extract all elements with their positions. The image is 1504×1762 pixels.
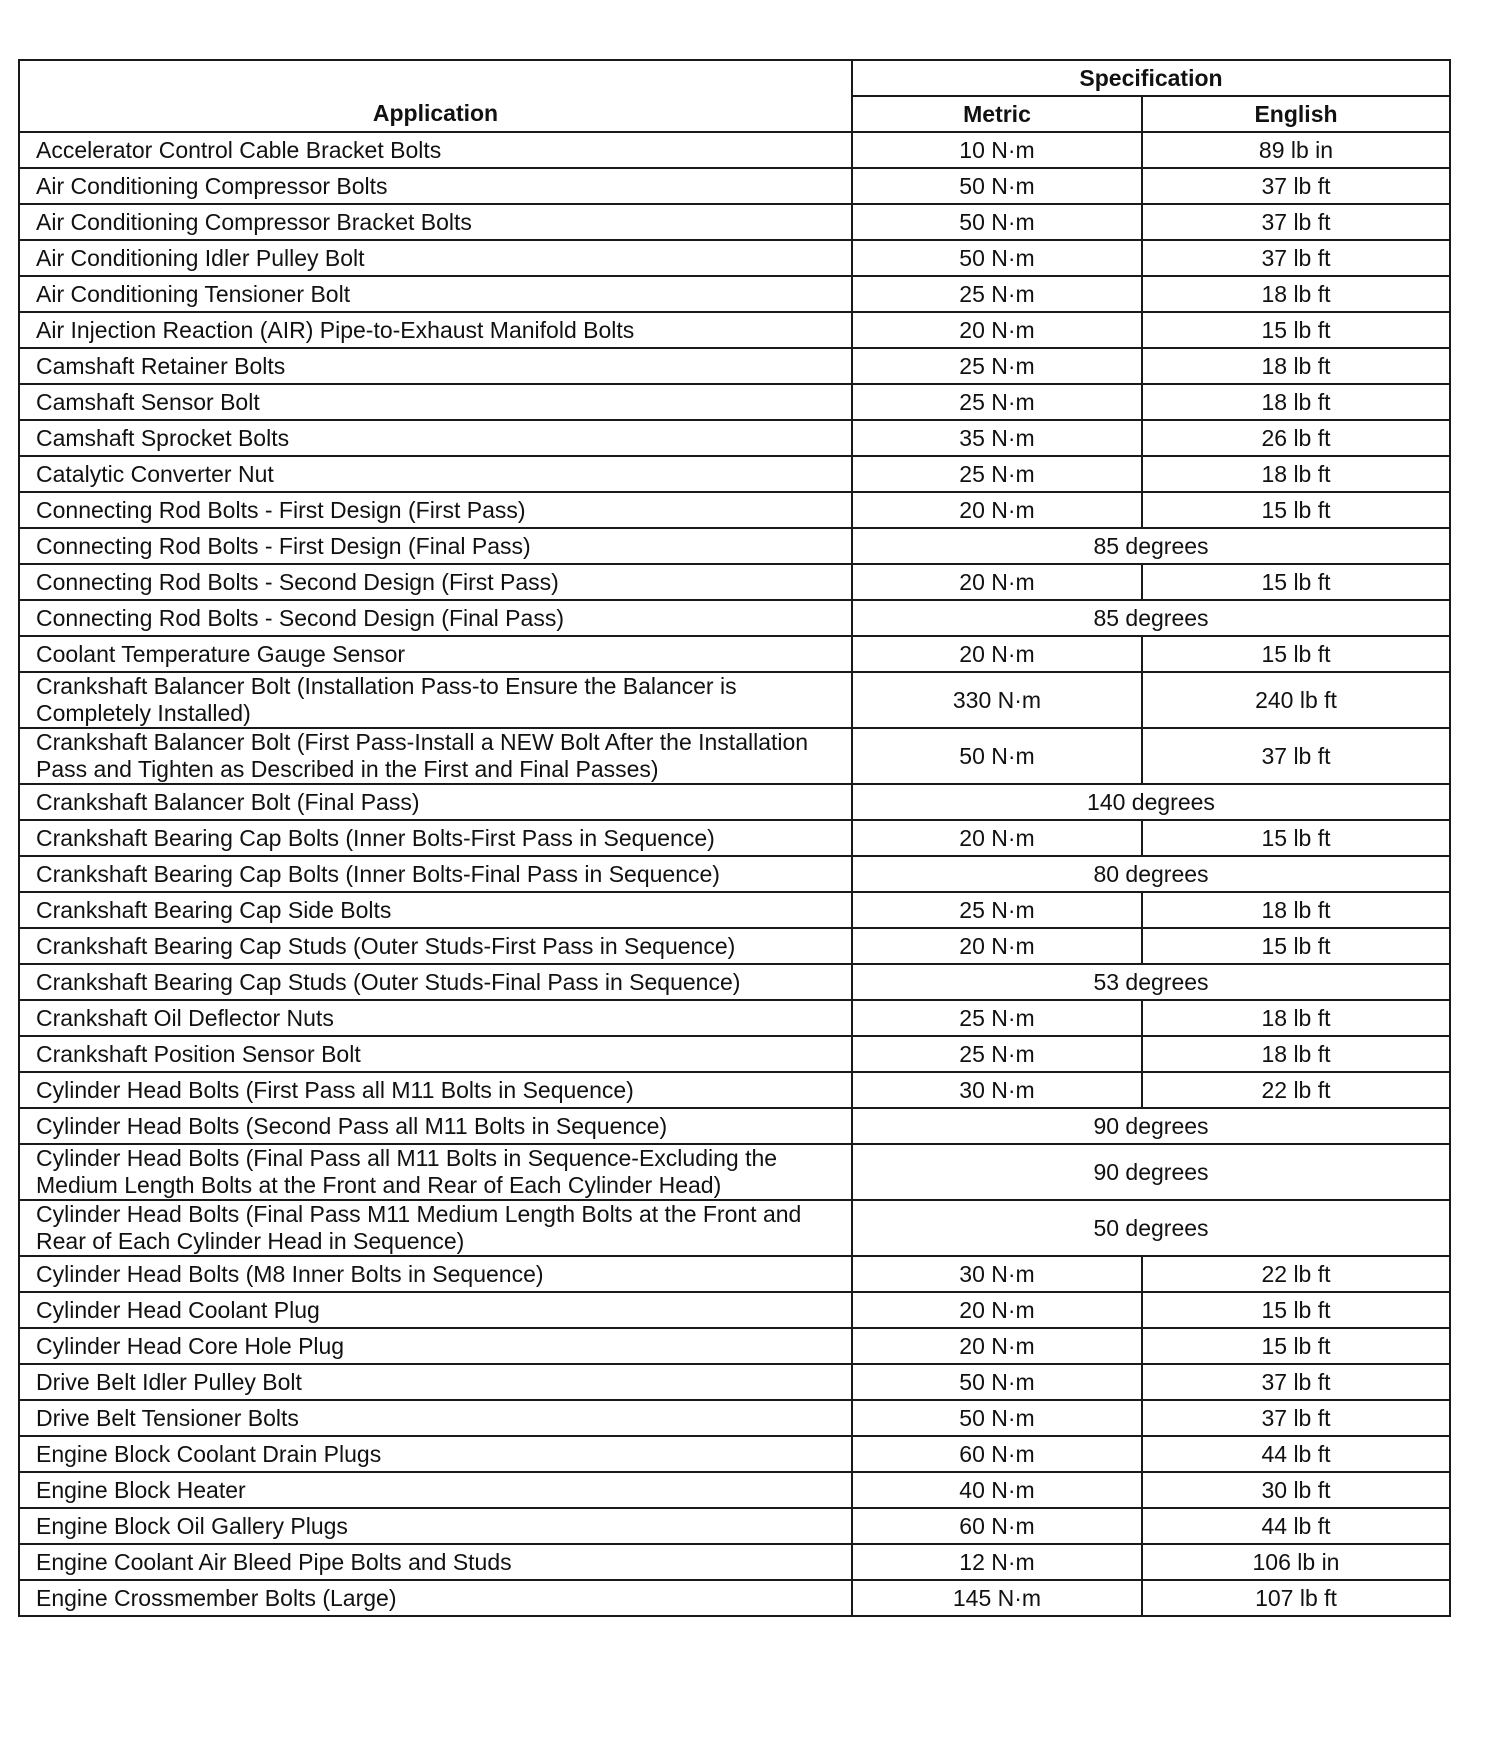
table-row [19,600,1450,636]
angle-spec-cell: 90 degrees [852,1108,1450,1144]
application-cell: Engine Block Coolant Drain Plugs [19,1436,852,1472]
application-cell: Crankshaft Bearing Cap Bolts (Inner Bolts-Final Pass in Sequence) [19,856,852,892]
table-row [19,1108,1450,1144]
application-cell: Crankshaft Balancer Bolt (Installation Pass-to Ensure the Balancer is Completely Installed) [19,672,852,728]
metric-cell: 25 N·m [852,456,1142,492]
english-cell: 18 lb ft [1142,384,1450,420]
metric-cell: 50 N·m [852,204,1142,240]
english-cell: 15 lb ft [1142,492,1450,528]
english-cell: 89 lb in [1142,132,1450,168]
table-row [19,276,1450,312]
table-row [19,492,1450,528]
table-row [19,728,1450,784]
table-row [19,312,1450,348]
metric-cell: 330 N·m [852,672,1142,728]
table-row [19,528,1450,564]
table-row [19,168,1450,204]
metric-cell: 145 N·m [852,1580,1142,1616]
metric-cell: 35 N·m [852,420,1142,456]
metric-cell: 25 N·m [852,348,1142,384]
english-cell: 44 lb ft [1142,1436,1450,1472]
metric-cell: 50 N·m [852,240,1142,276]
english-cell: 15 lb ft [1142,928,1450,964]
header-application: Application [19,60,852,132]
english-cell: 18 lb ft [1142,348,1450,384]
table-body [19,132,1450,1616]
metric-cell: 20 N·m [852,1292,1142,1328]
metric-cell: 50 N·m [852,728,1142,784]
header-metric: Metric [852,96,1142,132]
application-cell: Camshaft Sensor Bolt [19,384,852,420]
table-row [19,1328,1450,1364]
metric-cell: 20 N·m [852,636,1142,672]
metric-cell: 25 N·m [852,892,1142,928]
table-row [19,636,1450,672]
table-row [19,892,1450,928]
metric-cell: 20 N·m [852,928,1142,964]
table-row [19,204,1450,240]
table-row [19,1472,1450,1508]
application-cell: Crankshaft Bearing Cap Side Bolts [19,892,852,928]
table-row [19,928,1450,964]
english-cell: 37 lb ft [1142,1400,1450,1436]
table-row [19,1580,1450,1616]
metric-cell: 10 N·m [852,132,1142,168]
application-cell: Coolant Temperature Gauge Sensor [19,636,852,672]
application-cell: Connecting Rod Bolts - Second Design (First Pass) [19,564,852,600]
english-cell: 107 lb ft [1142,1580,1450,1616]
metric-cell: 20 N·m [852,820,1142,856]
english-cell: 18 lb ft [1142,456,1450,492]
table-row [19,1364,1450,1400]
metric-cell: 50 N·m [852,1364,1142,1400]
metric-cell: 30 N·m [852,1072,1142,1108]
application-cell: Engine Block Oil Gallery Plugs [19,1508,852,1544]
table-row [19,420,1450,456]
metric-cell: 25 N·m [852,276,1142,312]
application-cell: Crankshaft Bearing Cap Studs (Outer Studs-Final Pass in Sequence) [19,964,852,1000]
application-cell: Crankshaft Balancer Bolt (First Pass-Install a NEW Bolt After the Installation Pass and Tighten as Described in the First and Final Passes) [19,728,852,784]
application-cell: Connecting Rod Bolts - First Design (First Pass) [19,492,852,528]
table-row [19,1256,1450,1292]
application-cell: Drive Belt Idler Pulley Bolt [19,1364,852,1400]
english-cell: 18 lb ft [1142,276,1450,312]
table-header [19,60,1450,132]
angle-spec-cell: 53 degrees [852,964,1450,1000]
english-cell: 15 lb ft [1142,820,1450,856]
application-cell: Connecting Rod Bolts - First Design (Final Pass) [19,528,852,564]
application-cell: Cylinder Head Bolts (M8 Inner Bolts in Sequence) [19,1256,852,1292]
application-cell: Crankshaft Bearing Cap Bolts (Inner Bolts-First Pass in Sequence) [19,820,852,856]
application-cell: Camshaft Retainer Bolts [19,348,852,384]
english-cell: 44 lb ft [1142,1508,1450,1544]
application-cell: Connecting Rod Bolts - Second Design (Final Pass) [19,600,852,636]
english-cell: 15 lb ft [1142,1328,1450,1364]
application-cell: Cylinder Head Bolts (Final Pass all M11 Bolts in Sequence-Excluding the Medium Length Bolts at the Front and Rear of Each Cylinder Head) [19,1144,852,1200]
metric-cell: 60 N·m [852,1508,1142,1544]
table-row [19,964,1450,1000]
table-row [19,1000,1450,1036]
angle-spec-cell: 85 degrees [852,528,1450,564]
application-cell: Engine Coolant Air Bleed Pipe Bolts and Studs [19,1544,852,1580]
metric-cell: 12 N·m [852,1544,1142,1580]
application-cell: Cylinder Head Core Hole Plug [19,1328,852,1364]
table-row [19,1508,1450,1544]
english-cell: 37 lb ft [1142,168,1450,204]
metric-cell: 20 N·m [852,1328,1142,1364]
application-cell: Air Conditioning Compressor Bracket Bolts [19,204,852,240]
application-cell: Cylinder Head Bolts (First Pass all M11 Bolts in Sequence) [19,1072,852,1108]
english-cell: 15 lb ft [1142,1292,1450,1328]
application-cell: Accelerator Control Cable Bracket Bolts [19,132,852,168]
metric-cell: 30 N·m [852,1256,1142,1292]
table-row [19,820,1450,856]
application-cell: Crankshaft Oil Deflector Nuts [19,1000,852,1036]
application-cell: Cylinder Head Coolant Plug [19,1292,852,1328]
angle-spec-cell: 140 degrees [852,784,1450,820]
english-cell: 240 lb ft [1142,672,1450,728]
table-row [19,564,1450,600]
metric-cell: 20 N·m [852,492,1142,528]
table-row [19,1144,1450,1200]
application-cell: Engine Block Heater [19,1472,852,1508]
angle-spec-cell: 90 degrees [852,1144,1450,1200]
english-cell: 22 lb ft [1142,1072,1450,1108]
english-cell: 37 lb ft [1142,1364,1450,1400]
english-cell: 37 lb ft [1142,204,1450,240]
table-row [19,456,1450,492]
english-cell: 106 lb in [1142,1544,1450,1580]
table-row [19,856,1450,892]
metric-cell: 50 N·m [852,168,1142,204]
header-specification: Specification [852,60,1450,96]
english-cell: 15 lb ft [1142,564,1450,600]
table-row [19,240,1450,276]
application-cell: Crankshaft Bearing Cap Studs (Outer Studs-First Pass in Sequence) [19,928,852,964]
english-cell: 18 lb ft [1142,1036,1450,1072]
english-cell: 18 lb ft [1142,1000,1450,1036]
application-cell: Air Conditioning Compressor Bolts [19,168,852,204]
application-cell: Air Conditioning Tensioner Bolt [19,276,852,312]
angle-spec-cell: 85 degrees [852,600,1450,636]
application-cell: Cylinder Head Bolts (Final Pass M11 Medium Length Bolts at the Front and Rear of Each Cylinder Head in Sequence) [19,1200,852,1256]
metric-cell: 20 N·m [852,312,1142,348]
metric-cell: 40 N·m [852,1472,1142,1508]
application-cell: Cylinder Head Bolts (Second Pass all M11 Bolts in Sequence) [19,1108,852,1144]
table-row [19,384,1450,420]
application-cell: Camshaft Sprocket Bolts [19,420,852,456]
application-cell: Crankshaft Position Sensor Bolt [19,1036,852,1072]
application-cell: Air Injection Reaction (AIR) Pipe-to-Exhaust Manifold Bolts [19,312,852,348]
metric-cell: 20 N·m [852,564,1142,600]
application-cell: Air Conditioning Idler Pulley Bolt [19,240,852,276]
english-cell: 22 lb ft [1142,1256,1450,1292]
application-cell: Crankshaft Balancer Bolt (Final Pass) [19,784,852,820]
table-row [19,1544,1450,1580]
angle-spec-cell: 80 degrees [852,856,1450,892]
metric-cell: 50 N·m [852,1400,1142,1436]
metric-cell: 25 N·m [852,1000,1142,1036]
table-row [19,672,1450,728]
header-english: English [1142,96,1450,132]
table-row [19,1400,1450,1436]
metric-cell: 25 N·m [852,1036,1142,1072]
angle-spec-cell: 50 degrees [852,1200,1450,1256]
metric-cell: 25 N·m [852,384,1142,420]
table-row [19,1436,1450,1472]
english-cell: 37 lb ft [1142,728,1450,784]
english-cell: 26 lb ft [1142,420,1450,456]
table-row [19,1072,1450,1108]
english-cell: 30 lb ft [1142,1472,1450,1508]
english-cell: 15 lb ft [1142,636,1450,672]
torque-spec-table [18,59,1451,1617]
table-row [19,1036,1450,1072]
table-row [19,132,1450,168]
table-row [19,1200,1450,1256]
table-row [19,348,1450,384]
application-cell: Engine Crossmember Bolts (Large) [19,1580,852,1616]
english-cell: 37 lb ft [1142,240,1450,276]
application-cell: Catalytic Converter Nut [19,456,852,492]
english-cell: 18 lb ft [1142,892,1450,928]
metric-cell: 60 N·m [852,1436,1142,1472]
table-row [19,1292,1450,1328]
application-cell: Drive Belt Tensioner Bolts [19,1400,852,1436]
english-cell: 15 lb ft [1142,312,1450,348]
table-row [19,784,1450,820]
